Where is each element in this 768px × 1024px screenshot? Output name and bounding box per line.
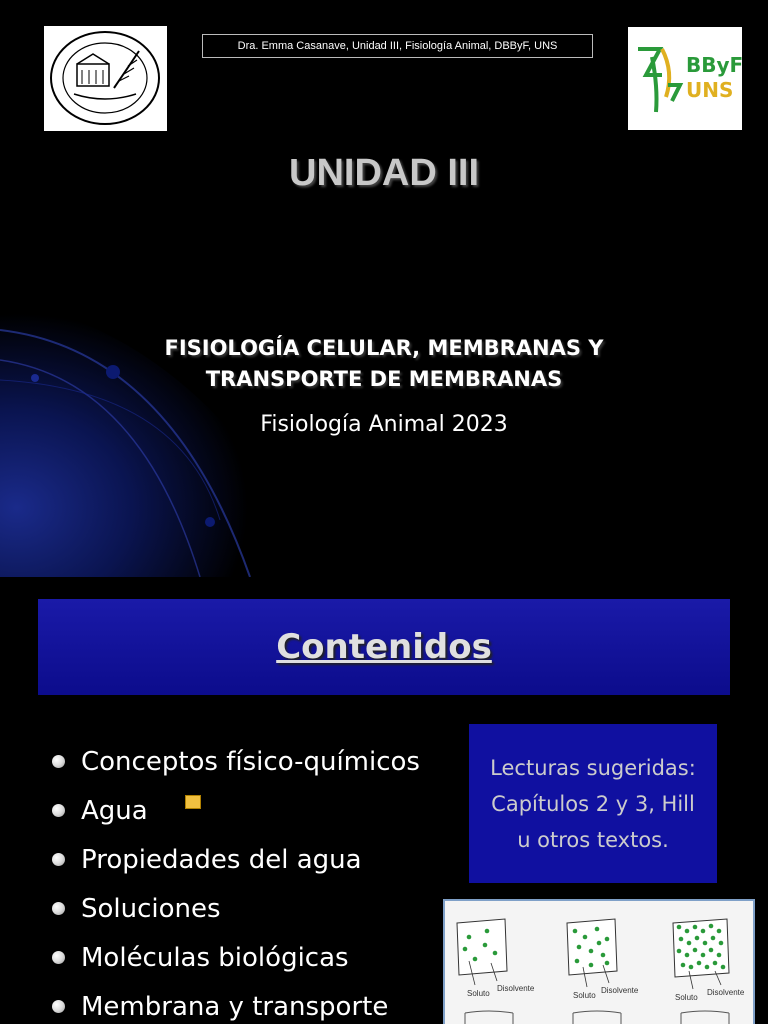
list-item: [52, 835, 420, 884]
bbyf-uns-logo: [628, 27, 742, 130]
contents-slide: [0, 577, 768, 1024]
list-item-label: Membrana y transporte: [81, 991, 389, 1022]
list-item-label: Agua: [81, 795, 148, 826]
list-item: [52, 737, 420, 786]
list-item: [52, 786, 420, 835]
contents-title: Contenidos: [276, 627, 492, 667]
readings-line-3: u otros textos.: [517, 827, 669, 852]
course-name: Fisiología Animal 2023: [260, 412, 508, 437]
bullet-icon: [52, 755, 65, 768]
readings-line-1: Lecturas sugeridas:: [490, 755, 696, 780]
readings-line-2: Capítulos 2 y 3, Hill: [491, 791, 695, 816]
svg-text:Soluto: Soluto: [467, 989, 490, 998]
bullet-icon: [52, 1000, 65, 1013]
bullet-icon: [52, 951, 65, 964]
contents-list: [52, 737, 420, 1024]
list-item-label: Propiedades del agua: [81, 844, 362, 875]
list-item: [52, 933, 420, 982]
bullet-icon: [52, 804, 65, 817]
list-item: [52, 884, 420, 933]
svg-text:BByF: BByF: [686, 53, 742, 77]
university-seal-logo: [44, 26, 167, 131]
list-item: [52, 982, 420, 1024]
bullet-icon: [52, 853, 65, 866]
svg-text:Disolvente: Disolvente: [497, 984, 535, 993]
subtitle-line-2: TRANSPORTE DE MEMBRANAS: [205, 367, 563, 391]
slide-header: Dra. Emma Casanave, Unidad III, Fisiología Animal, DBByF, UNS: [202, 34, 593, 58]
svg-text:Soluto: Soluto: [573, 991, 596, 1000]
slide-title: UNIDAD III: [289, 152, 479, 194]
slide-subtitle: [0, 333, 768, 395]
svg-text:Soluto: Soluto: [675, 993, 698, 1002]
bullet-icon: [52, 902, 65, 915]
comment-icon[interactable]: [185, 795, 201, 809]
list-item-label: Soluciones: [81, 893, 221, 924]
suggested-readings-box: [469, 724, 717, 883]
svg-text:Disolvente: Disolvente: [707, 988, 745, 997]
list-item-label: Conceptos físico-químicos: [81, 746, 420, 777]
subtitle-line-1: FISIOLOGÍA CELULAR, MEMBRANAS Y: [164, 336, 604, 360]
contents-title-box: [38, 599, 730, 695]
svg-text:Disolvente: Disolvente: [601, 986, 639, 995]
solution-diagram: [443, 899, 755, 1024]
svg-text:UNS: UNS: [686, 78, 734, 102]
list-item-label: Moléculas biológicas: [81, 942, 349, 973]
